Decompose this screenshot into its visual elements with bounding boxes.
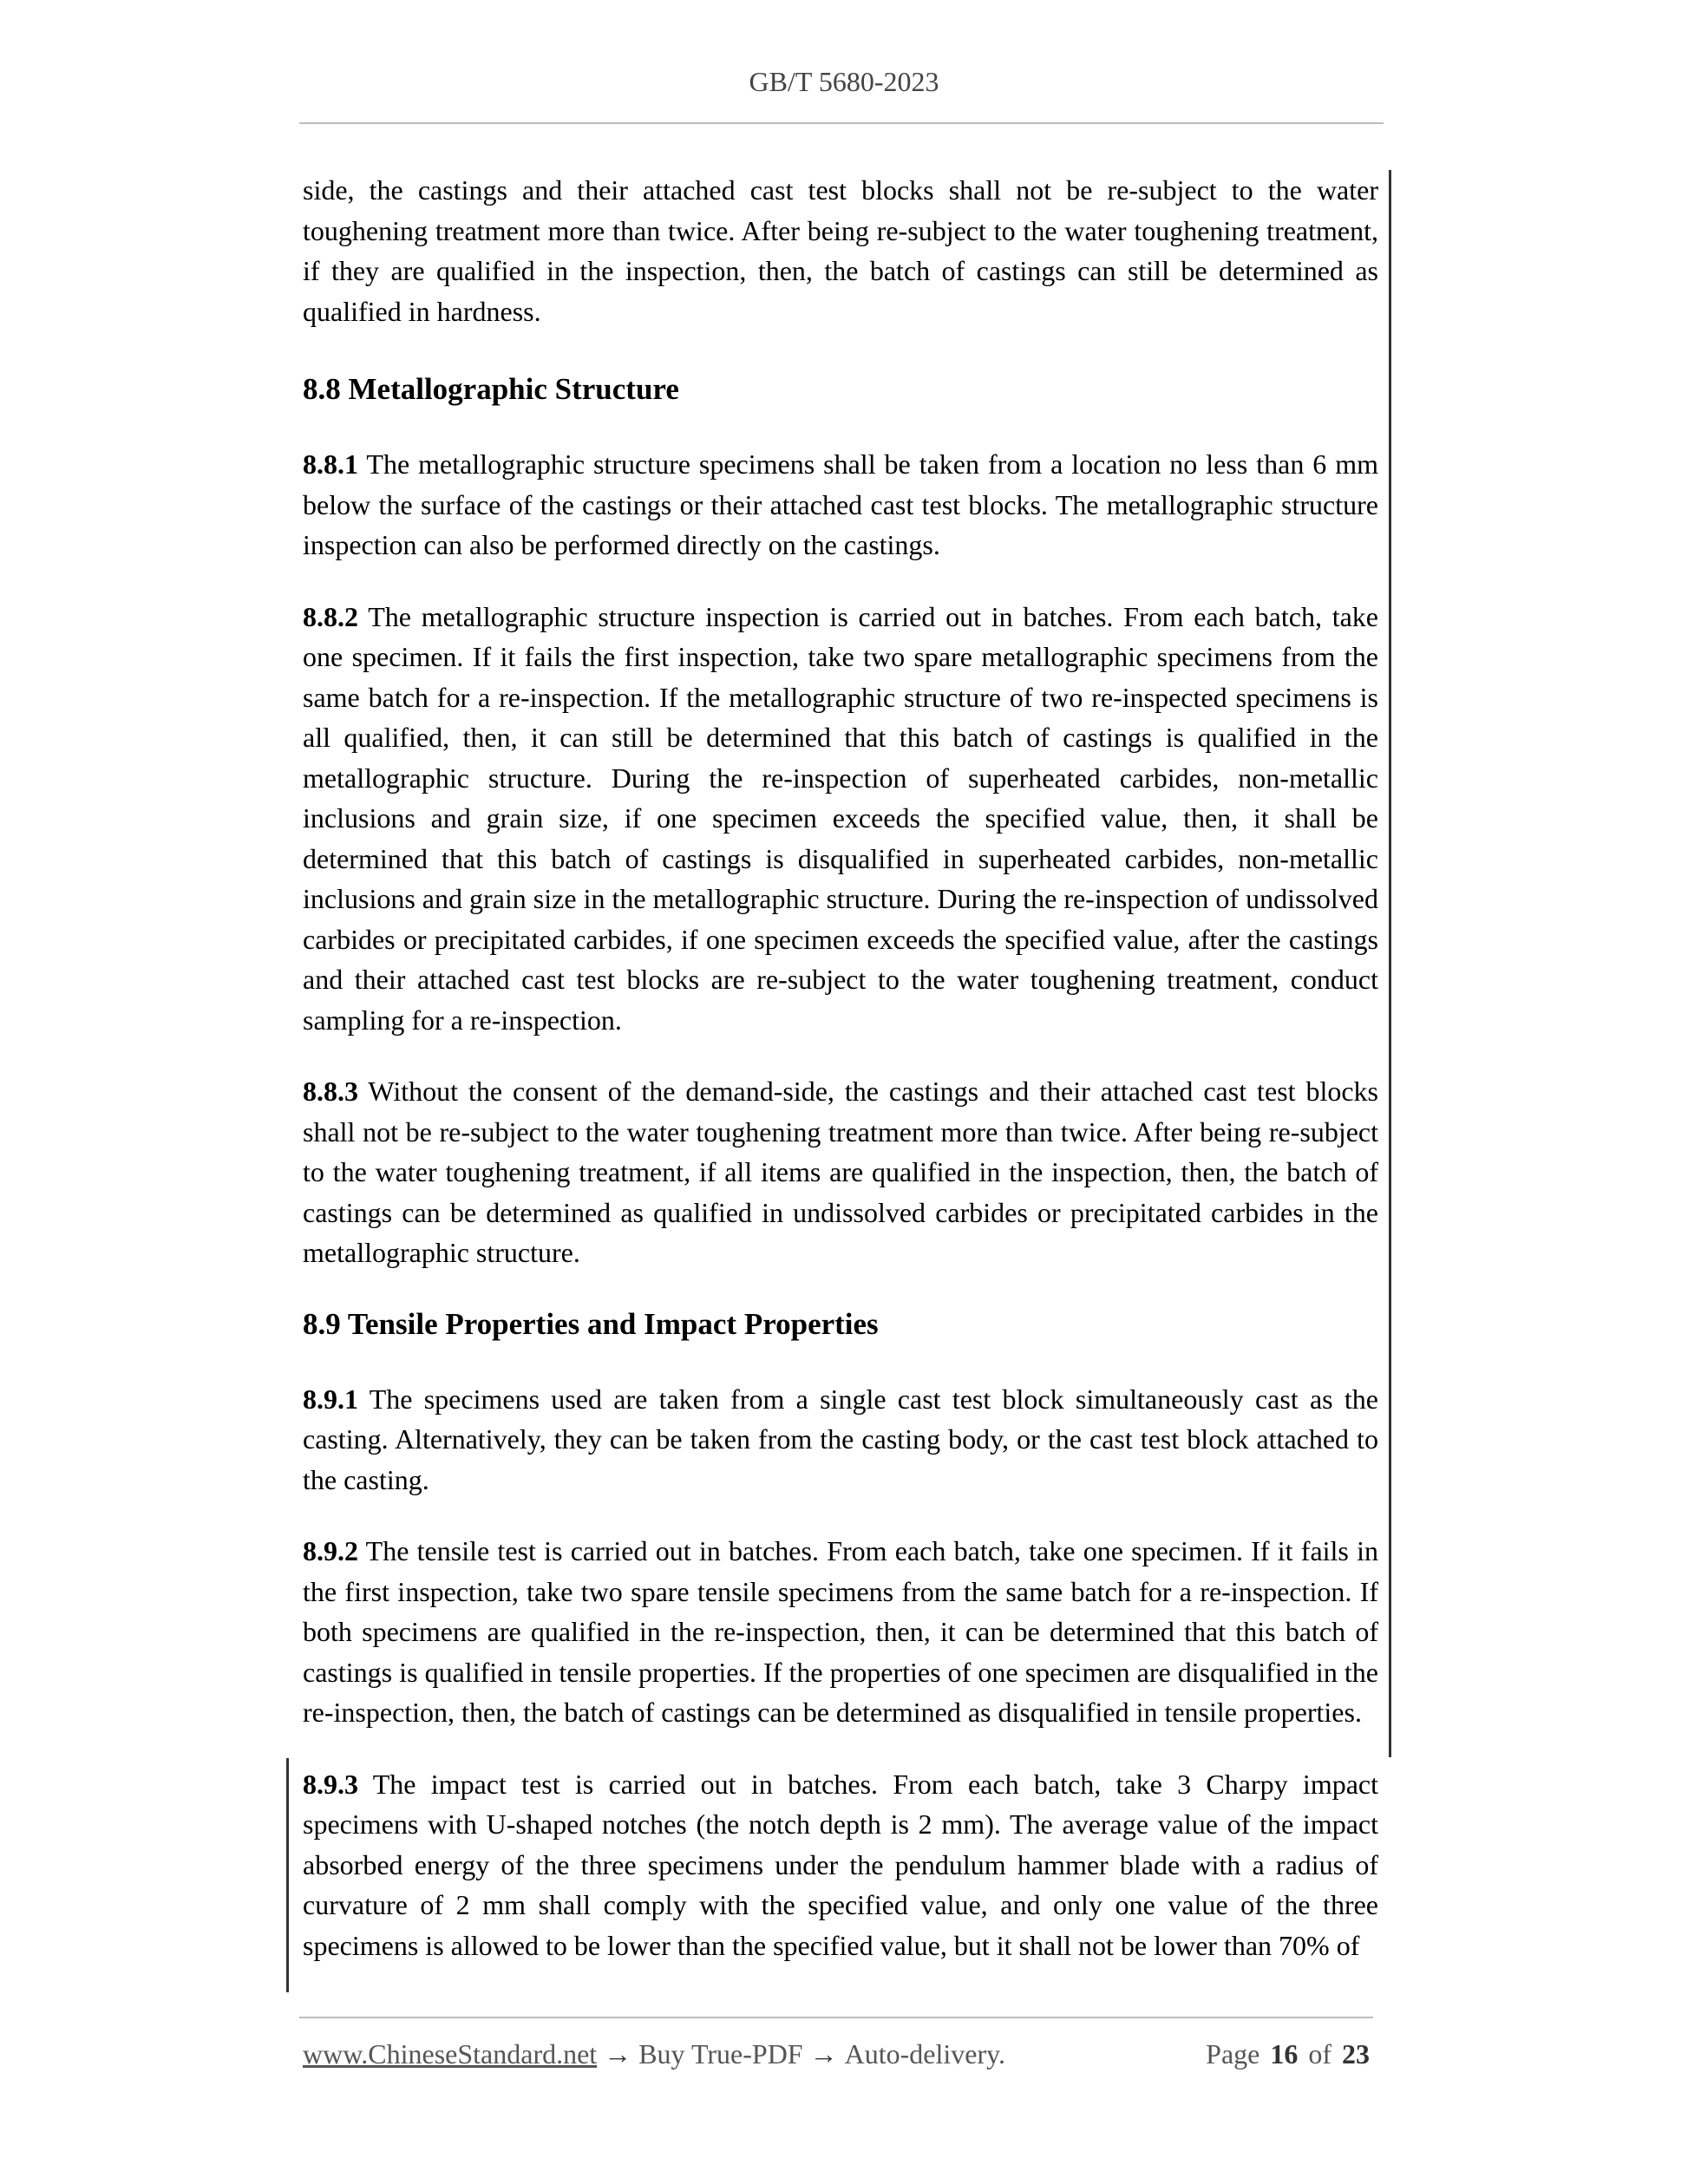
clause-number: 8.9.1	[303, 1383, 358, 1415]
website-link[interactable]: www.ChineseStandard.net	[303, 2038, 598, 2070]
document-header-title: GB/T 5680-2023	[749, 66, 939, 97]
clause-8-9-1	[303, 1379, 1378, 1501]
right-arrow-icon: →	[604, 2038, 632, 2070]
page-indicator	[1206, 2038, 1370, 2070]
right-arrow-icon: →	[809, 2038, 838, 2070]
revision-bar-left	[286, 1758, 289, 1992]
auto-delivery-text: Auto-delivery.	[844, 2038, 1006, 2070]
clause-number: 8.8.1	[303, 448, 358, 480]
page-label: Page	[1206, 2038, 1260, 2070]
clause-text: The impact test is carried out in batches. From each batch, take 3 Charpy impact specimens with U-shaped notches (the notch depth is 2 mm). The average value of the impact absorbed energy of the three specimens under the pendulum hammer blade with a radius of curvature of 2 mm shall comply with the specified value, and only one value of the three specimens is allowed to be lower than the specified value, but it shall not be lower than 70% of	[303, 1768, 1379, 1961]
page-footer	[303, 2038, 1370, 2078]
header-divider	[299, 122, 1384, 124]
clause-8-9-2	[303, 1531, 1378, 1733]
current-page-number: 16	[1270, 2038, 1299, 2070]
footer-divider	[299, 2017, 1373, 2018]
paragraph-text: side, the castings and their attached cast test blocks shall not be re-subject to the water toughening treatment more than twice. After being re-subject to the water toughening treatment, if they are qualified in the inspection, then, the batch of castings can still be determined as qualified in hardness.	[303, 174, 1378, 327]
clause-number: 8.8.3	[303, 1076, 358, 1107]
clause-8-9-3	[303, 1764, 1378, 1966]
document-body	[303, 170, 1378, 1997]
clause-text: The specimens used are taken from a single cast test block simultaneously cast as the casting. Alternatively, they can be taken from the casting body, or the cast test block attached to the casting.	[303, 1383, 1379, 1495]
section-heading-8-9: 8.9 Tensile Properties and Impact Properties	[303, 1306, 879, 1341]
section-heading-8-8: 8.8 Metallographic Structure	[303, 372, 679, 406]
clause-8-8-2	[303, 597, 1378, 1041]
clause-text: The metallographic structure specimens shall be taken from a location no less than 6 mm below the surface of the castings or their attached cast test blocks. The metallographic structure inspection can also be performed directly on the castings.	[303, 448, 1379, 560]
total-page-count: 23	[1342, 2038, 1370, 2070]
clause-number: 8.9.3	[303, 1768, 358, 1800]
buy-pdf-text: Buy True-PDF	[638, 2038, 803, 2070]
clause-8-8-3	[303, 1071, 1378, 1273]
footer-promo	[303, 2038, 1005, 2070]
clause-number: 8.9.2	[303, 1535, 358, 1566]
revision-bar-right	[1389, 170, 1391, 1757]
clause-number: 8.8.2	[303, 600, 358, 632]
clause-text: The tensile test is carried out in batches. From each batch, take one specimen. If it fails in the first inspection, take two spare tensile specimens from the same batch for a re-inspection. If both specimens are qualified in the re-inspection, then, it can be determined that this batch of castings is qualified in tensile properties. If the properties of one specimen are disqualified in the re-inspection, then, the batch of castings can be determined as disqualified in tensile properties.	[303, 1535, 1379, 1728]
clause-8-8-1	[303, 444, 1378, 566]
clause-text: Without the consent of the demand-side, the castings and their attached cast test blocks shall not be re-subject to the water toughening treatment more than twice. After being re-subject to the water toughening treatment, if all items are qualified in the inspection, then, the batch of castings can be determined as qualified in undissolved carbides or precipitated carbides in the metallographic structure.	[303, 1076, 1379, 1268]
clause-text: The metallographic structure inspection is carried out in batches. From each batch, take one specimen. If it fails the first inspection, take two spare metallographic specimens from the same batch for a re-inspection. If the metallographic structure of two re-inspected specimens is all qualified, then, it can still be determined that this batch of castings is qualified in the metallographic structure. During the re-inspection of superheated carbides, non-metallic inclusions and grain size, if one specimen exceeds the specified value, then, it shall be determined that this batch of castings is disqualified in superheated carbides, non-metallic inclusions and grain size in the metallographic structure. During the re-inspection of undissolved carbides or precipitated carbides, if one specimen exceeds the specified value, after the castings and their attached cast test blocks are re-subject to the water toughening treatment, conduct sampling for a re-inspection.	[303, 600, 1379, 1036]
continued-paragraph	[303, 170, 1378, 331]
page-of-label: of	[1308, 2038, 1331, 2070]
